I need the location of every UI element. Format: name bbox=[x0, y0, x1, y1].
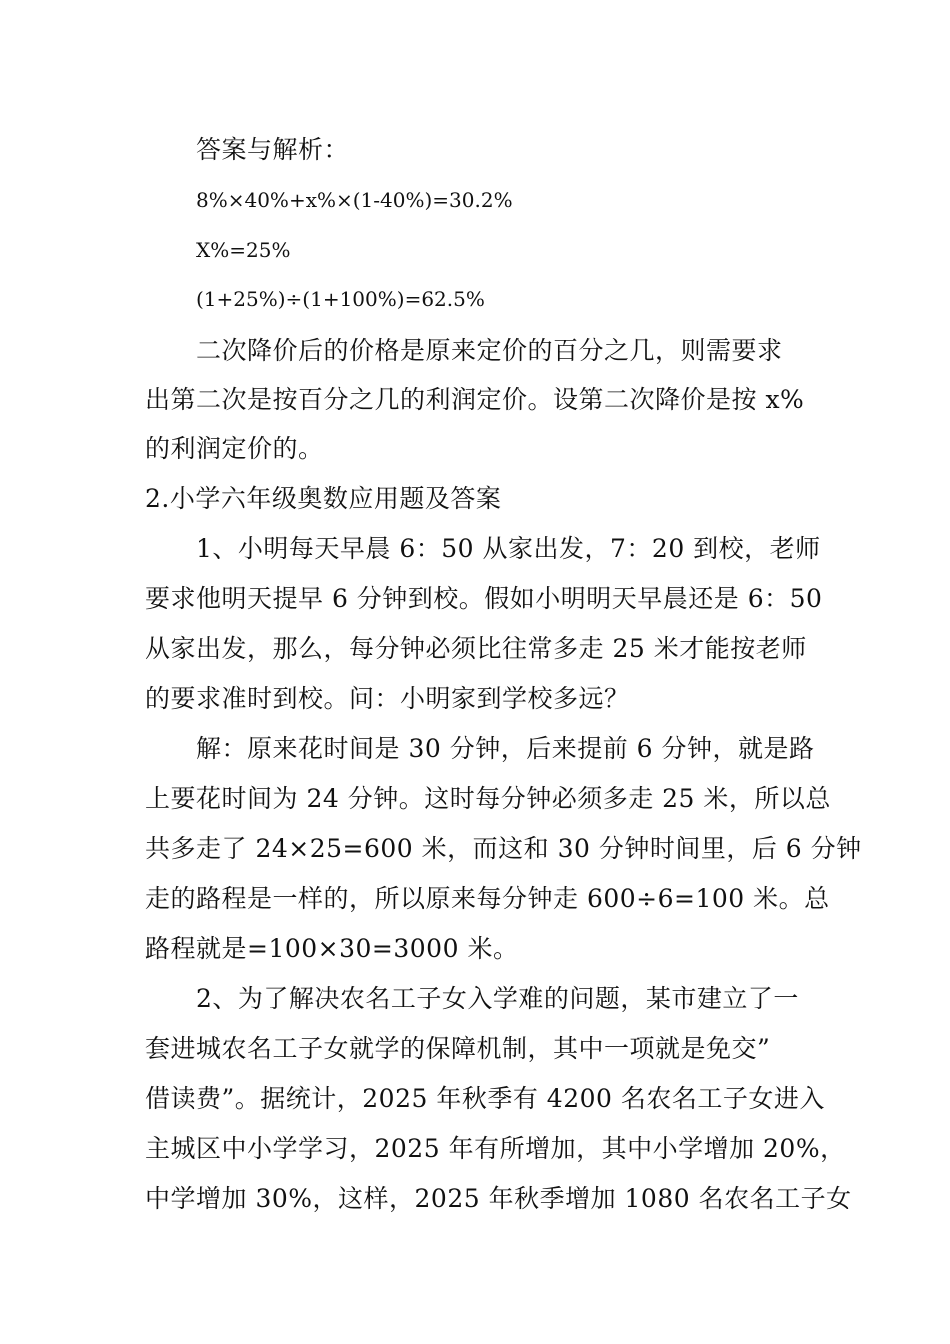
answer-1-line: 路程就是=100×30=3000 米。 bbox=[145, 934, 519, 963]
answer-1-line: 解：原来花时间是 30 分钟，后来提前 6 分钟，就是路 bbox=[196, 734, 815, 763]
question-2-line: 主城区中小学学习，2025 年有所增加，其中小学增加 20%， bbox=[145, 1134, 846, 1163]
question-2-line: 借读费”。据统计，2025 年秋季有 4200 名农名工子女进入 bbox=[145, 1084, 825, 1113]
answer-1-line: 上要花时间为 24 分钟。这时每分钟必须多走 25 米，所以总 bbox=[145, 784, 831, 813]
analysis-heading: 答案与解析： bbox=[196, 135, 350, 164]
question-1-line: 要求他明天提早 6 分钟到校。假如小明明天早晨还是 6：50 bbox=[145, 584, 823, 613]
question-1-line: 1、小明每天早晨 6：50 从家出发，7：20 到校，老师 bbox=[196, 534, 821, 563]
analysis-formula-2: X%=25% bbox=[196, 238, 291, 262]
analysis-formula-3: (1+25%)÷(1+100%)=62.5% bbox=[196, 287, 485, 311]
answer-1-line: 共多走了 24×25=600 米，而这和 30 分钟时间里，后 6 分钟 bbox=[145, 834, 862, 863]
question-1-line: 的要求准时到校。问：小明家到学校多远？ bbox=[145, 684, 630, 713]
analysis-paragraph-line: 的利润定价的。 bbox=[145, 434, 324, 463]
answer-1-line: 走的路程是一样的，所以原来每分钟走 600÷6=100 米。总 bbox=[145, 884, 830, 913]
analysis-paragraph-line: 二次降价后的价格是原来定价的百分之几，则需要求 bbox=[196, 336, 783, 365]
analysis-formula-1: 8%×40%+x%×(1-40%)=30.2% bbox=[196, 188, 513, 212]
analysis-paragraph-line: 出第二次是按百分之几的利润定价。设第二次降价是按 x% bbox=[145, 385, 805, 414]
question-2-line: 中学增加 30%，这样，2025 年秋季增加 1080 名农名工子女 bbox=[145, 1184, 852, 1213]
question-1-line: 从家出发，那么，每分钟必须比往常多走 25 米才能按老师 bbox=[145, 634, 807, 663]
question-2-line: 套进城农名工子女就学的保障机制，其中一项就是免交” bbox=[145, 1034, 771, 1063]
section-title: 2.小学六年级奥数应用题及答案 bbox=[145, 484, 502, 513]
question-2-line: 2、为了解决农名工子女入学难的问题，某市建立了一 bbox=[196, 984, 799, 1013]
